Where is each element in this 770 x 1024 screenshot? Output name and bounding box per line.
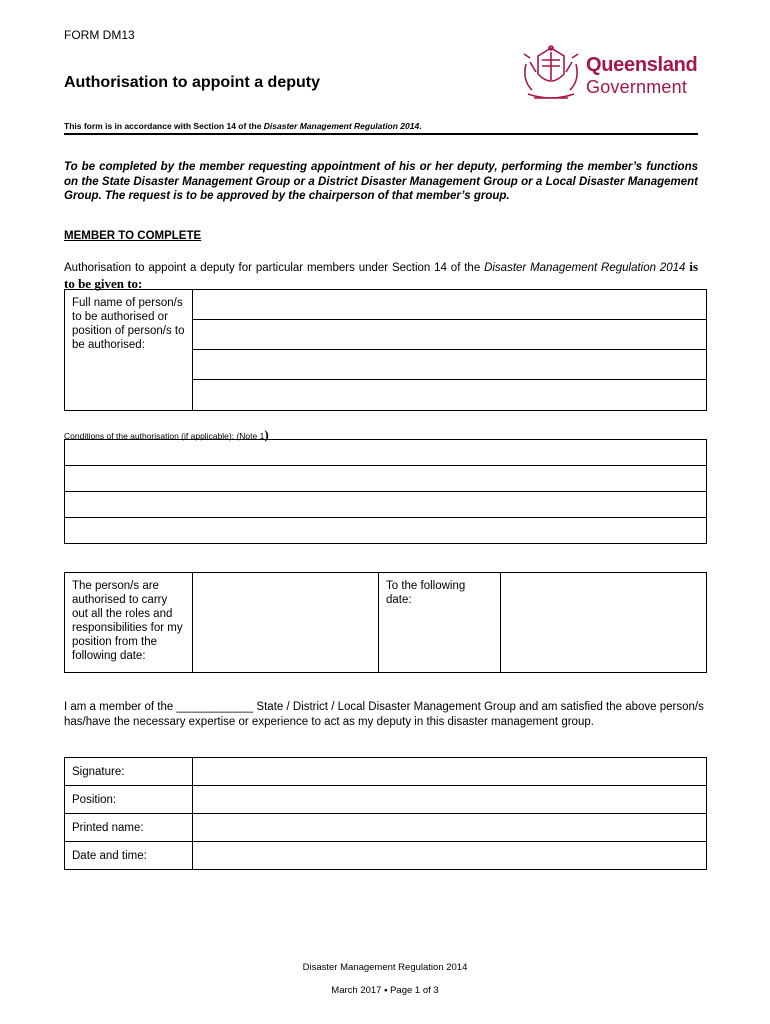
full-name-label: Full name of person/s to be authorised or position of person/s to be authorised:	[65, 290, 193, 411]
subtitle-suffix: .	[419, 121, 422, 131]
form-subtitle	[64, 121, 422, 131]
signature-label: Signature:	[65, 758, 193, 786]
signature-field[interactable]	[193, 758, 707, 786]
conditions-label-text: Conditions of the authorisation (if applicable): (Note 1	[64, 431, 265, 441]
full-name-field-4[interactable]	[193, 380, 707, 411]
coat-of-arms-icon	[520, 44, 582, 102]
conditions-field-1[interactable]	[65, 440, 707, 466]
subtitle-prefix: This form is in accordance with Section 14 of the	[64, 121, 264, 131]
intro-instructions: To be completed by the member requesting appointment of his or her deputy, performing the member’s functions on the State Disaster Management Group or a District Disaster Management Group or a Local Disaster Management Group. The request is to be approved by the chairperson of that member’s group.	[64, 161, 698, 202]
footer-page-info: March 2017 ▪ Page 1 of 3	[331, 985, 439, 996]
full-name-field-2[interactable]	[193, 320, 707, 350]
date-time-field[interactable]	[193, 842, 707, 870]
date-time-label: Date and time:	[65, 842, 193, 870]
authorisation-statement	[64, 259, 698, 293]
full-name-field-3[interactable]	[193, 350, 707, 380]
member-declaration: I am a member of the ____________ State / District / Local Disaster Management Group and am satisfied the above person/s has/have the necessary expertise or experience to act as my deputy in this disaster management group.	[64, 701, 704, 728]
deputy-names-table	[64, 289, 707, 411]
authorisation-prefix: Authorisation to appoint a deputy for particular members under Section 14 of the	[64, 262, 485, 274]
position-label: Position:	[65, 786, 193, 814]
logo-word-government: Government	[586, 77, 688, 97]
authorisation-dates-table	[64, 572, 707, 673]
conditions-field-2[interactable]	[65, 466, 707, 492]
conditions-field-3[interactable]	[65, 492, 707, 518]
signoff-table	[64, 757, 707, 870]
to-date-field[interactable]	[501, 573, 707, 673]
from-date-label: The person/s are authorised to carry out all the roles and responsibilities for my position from the following date:	[65, 573, 193, 673]
conditions-table	[64, 439, 707, 544]
full-name-field-1[interactable]	[193, 290, 707, 320]
logo-word-queensland: Queensland	[586, 54, 698, 76]
header-divider	[64, 133, 698, 135]
position-field[interactable]	[193, 786, 707, 814]
subtitle-regulation: Disaster Management Regulation 2014	[263, 121, 420, 131]
footer-regulation: Disaster Management Regulation 2014	[302, 962, 468, 973]
conditions-field-4[interactable]	[65, 518, 707, 544]
queensland-government-logo	[520, 44, 710, 102]
authorisation-suffix: is to be given to:	[64, 259, 699, 291]
printed-name-field[interactable]	[193, 814, 707, 842]
section-heading: MEMBER TO COMPLETE	[64, 230, 202, 242]
to-date-label: To the following date:	[379, 573, 501, 673]
conditions-label-close: )	[264, 427, 269, 442]
form-code: FORM DM13	[64, 28, 135, 42]
authorisation-regulation: Disaster Management Regulation 2014	[484, 262, 686, 274]
printed-name-label: Printed name:	[65, 814, 193, 842]
page-title: Authorisation to appoint a deputy	[64, 74, 320, 91]
from-date-field[interactable]	[193, 573, 379, 673]
